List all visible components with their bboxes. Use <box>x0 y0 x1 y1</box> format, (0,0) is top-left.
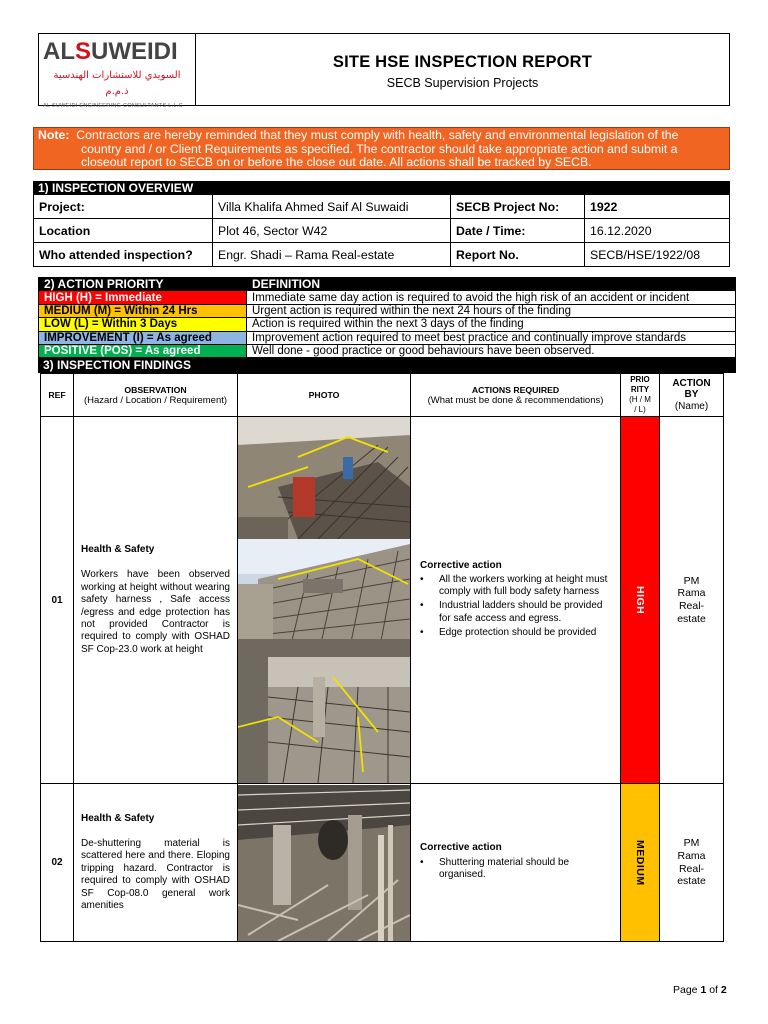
action-item: • Edge protection should be provided <box>420 627 614 639</box>
note-line-3: closeout report to SECB on or before the close out date. All actions shall be tracked by SECB. <box>81 155 592 169</box>
overview-table <box>33 194 730 267</box>
report-title: SITE HSE INSPECTION REPORT <box>332 53 593 71</box>
priority-level: IMPROVEMENT (I) = As agreed <box>39 331 247 344</box>
site-photo-column-edge <box>238 657 410 783</box>
note-line-2: country and / or Client Requirements as specified. The contractor should take appropriate action and submit a <box>81 141 678 156</box>
finding-priority <box>621 417 660 784</box>
location-value: Plot 46, Sector W42 <box>213 219 451 243</box>
company-logo <box>39 34 196 109</box>
observation-title: Health & Safety <box>81 543 155 555</box>
observation-title: Health & Safety <box>81 812 155 824</box>
priority-definition: Improvement action required to meet best practice and continually improve standards <box>247 331 736 344</box>
priority-level: HIGH (H) = Immediate <box>39 291 247 304</box>
action-priority-table <box>38 277 736 358</box>
finding-actions <box>411 417 621 784</box>
project-value: Villa Khalifa Ahmed Saif Al Suwaidi <box>213 195 451 219</box>
priority-level: POSITIVE (POS) = As agreed <box>39 344 247 357</box>
priority-definition: Urgent action is required within the next 24 hours of the finding <box>247 304 736 317</box>
report-no-value: SECB/HSE/1922/08 <box>585 243 730 267</box>
date-value: 16.12.2020 <box>585 219 730 243</box>
finding-row <box>41 417 724 784</box>
priority-level: LOW (L) = Within 3 Days <box>39 318 247 331</box>
project-no-value: 1922 <box>585 195 730 219</box>
finding-row <box>41 784 724 942</box>
priority-row <box>39 304 736 317</box>
col-ref-header: REF <box>41 374 74 417</box>
action-item: • Shuttering material should be organised. <box>420 857 614 882</box>
report-no-label: Report No. <box>451 243 585 267</box>
section-inspection-overview: 1) INSPECTION OVERVIEW <box>33 181 730 195</box>
priority-definition: Action is required within the next 3 days of the finding <box>247 318 736 331</box>
attended-value: Engr. Shadi – Rama Real-estate <box>213 243 451 267</box>
priority-level: MEDIUM (M) = Within 24 Hrs <box>39 304 247 317</box>
observation-text: Workers have been observed working at height without wearing safety harness , Safe access /egress and edge protection has not provided Contractor is required to comply with OSHAD SF Cop-23.0 work at height <box>81 569 230 655</box>
actions-title: Corrective action <box>420 842 502 854</box>
attended-label: Who attended inspection? <box>34 243 213 267</box>
site-photo-rebar-structure <box>238 539 410 657</box>
site-photo-rebar-deck <box>238 417 410 539</box>
project-no-label: SECB Project No: <box>451 195 585 219</box>
priority-definition: Well done - good practice or good behaviours have been observed. <box>247 344 736 357</box>
observation-text: De-shuttering material is scattered here and there. Eloping tripping hazard. Contractor is required to comply with OSHAD SF Cop-08.0 general work amenities <box>81 837 230 912</box>
contractor-note <box>33 127 730 170</box>
report-header <box>38 33 730 109</box>
finding-observation <box>74 784 238 942</box>
project-label: Project: <box>34 195 213 219</box>
actions-list <box>420 574 614 639</box>
location-label: Location <box>34 219 213 243</box>
col-priority-header: PRIO RITY (H / M / L) <box>621 374 660 417</box>
priority-definition: Immediate same day action is required to avoid the high risk of an accident or incident <box>247 291 736 304</box>
findings-table <box>40 373 724 942</box>
priority-row <box>39 318 736 331</box>
finding-action-by: PM Rama Real- estate <box>660 417 724 784</box>
section-inspection-findings: 3) INSPECTION FINDINGS <box>38 358 736 373</box>
col-actions-header: ACTIONS REQUIRED (What must be done & recommendations) <box>411 374 621 417</box>
header-title-block <box>196 34 729 105</box>
priority-label: HIGH <box>634 585 646 615</box>
site-photo-scattered-material <box>238 785 410 941</box>
finding-photos <box>238 417 411 784</box>
finding-actions <box>411 784 621 942</box>
logo-arabic-text: السويدي للاستشارات الهندسية ذ.م.م <box>53 70 181 97</box>
finding-ref: 02 <box>41 784 74 942</box>
actions-title: Corrective action <box>420 559 502 571</box>
action-item: • All the workers working at height must comply with full body safety harness <box>420 574 614 599</box>
priority-row <box>39 331 736 344</box>
logo-wordmark: ALSUWEIDI <box>43 38 178 65</box>
finding-photos <box>238 784 411 942</box>
date-label: Date / Time: <box>451 219 585 243</box>
page-number: Page 1 of 2 <box>673 984 727 996</box>
finding-observation <box>74 417 238 784</box>
note-line-1: Contractors are hereby reminded that they must comply with health, safety and environmental legislation of the <box>76 128 679 142</box>
priority-row <box>39 344 736 357</box>
finding-ref: 01 <box>41 417 74 784</box>
note-label: Note: <box>38 128 70 142</box>
finding-action-by: PM Rama Real- estate <box>660 784 724 942</box>
logo-company-name: AL SUWEIDI ENGINEERING CONSULTANTS L.L.C <box>43 103 183 109</box>
report-subtitle: SECB Supervision Projects <box>386 76 539 90</box>
priority-row <box>39 291 736 304</box>
definition-header: DEFINITION <box>247 278 736 291</box>
priority-header: 2) ACTION PRIORITY <box>39 278 247 291</box>
action-item: • Industrial ladders should be provided for safe access and egress. <box>420 600 614 625</box>
actions-list <box>420 857 614 882</box>
col-photo-header: PHOTO <box>238 374 411 417</box>
finding-priority <box>621 784 660 942</box>
priority-label: MEDIUM <box>634 839 646 886</box>
col-action-by-header: ACTION BY (Name) <box>660 374 724 417</box>
col-observation-header: OBSERVATION (Hazard / Location / Requirement) <box>74 374 238 417</box>
